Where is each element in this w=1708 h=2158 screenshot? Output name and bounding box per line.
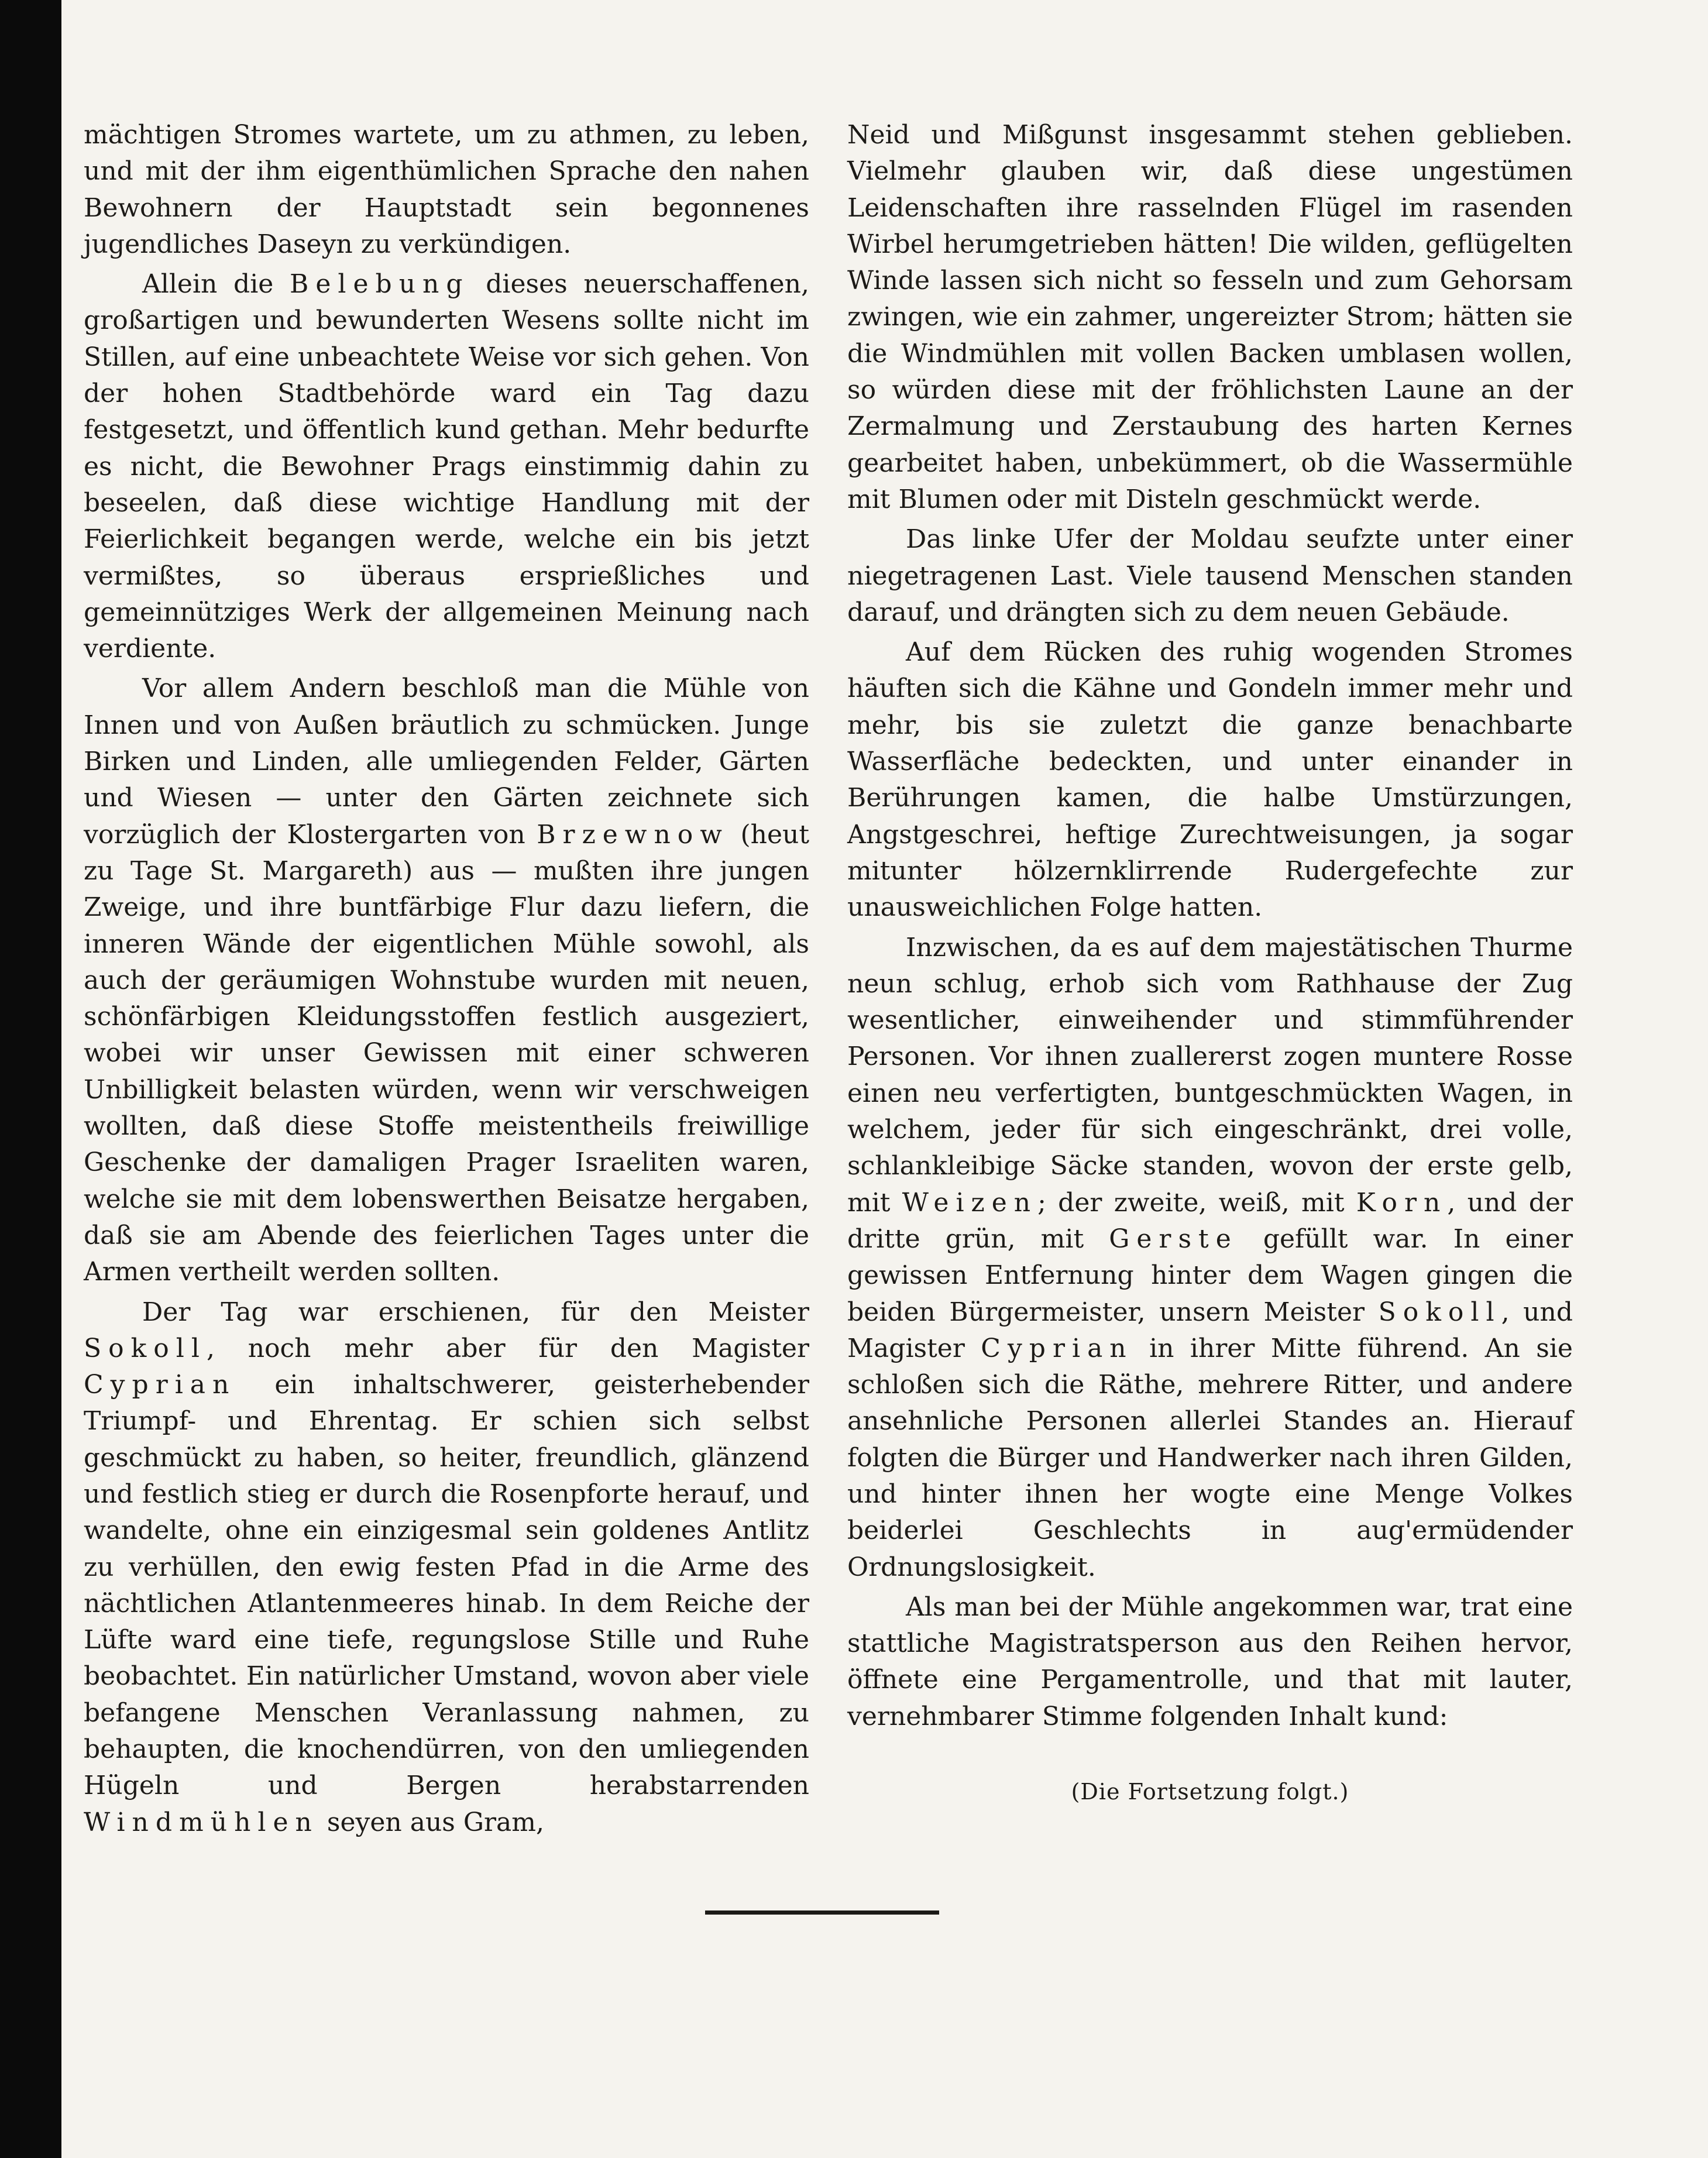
emphasis-spaced: Sokoll	[1378, 1297, 1501, 1327]
right-column	[847, 117, 1573, 1735]
continuation-note: (Die Fortsetzung folgt.)	[1071, 1779, 1349, 1805]
paragraph: Der Tag war erschienen, für den Meister Sokoll, noch mehr aber für den Magister Cyprian ein inhaltschwerer, geisterhebender Triumpf- und Ehrentag. Er schien sich selbst geschmückt zu haben, so heiter, freundlich, glänzend und festlich stieg er durch die Rosenpforte herauf, und wandelte, ohne ein einzigesmal sein goldenes Antlitz zu verhüllen, den ewig festen Pfad in die Arme des nächtlichen Atlantenmeeres hinab. In dem Reiche der Lüfte ward eine tiefe, regungslose Stille und Ruhe beobachtet. Ein natürlicher Umstand, wovon aber viele befangene Menschen Veranlassung nahmen, zu behaupten, die knochendürren, von den umliegenden Hügeln und Bergen herabstarrenden Windmühlen seyen aus Gram,	[84, 1297, 809, 1837]
emphasis-spaced: Cyprian	[981, 1333, 1133, 1363]
paragraph: Allein die Belebung dieses neuerschaffenen, großartigen und bewunderten Wesens sollte nicht im Stillen, auf eine unbeachtete Weise vor sich gehen. Von der hohen Stadtbehörde ward ein Tag dazu festgesetzt, und öffentlich kund gethan. Mehr bedurfte es nicht, die Bewohner Prags einstimmig dahin zu beseelen, daß diese wichtige Handlung mit der Feierlichkeit begangen werde, welche ein bis jetzt vermißtes, so überaus ersprießliches und gemeinnütziges Werk der allgemeinen Meinung nach verdiente.	[84, 269, 809, 664]
document-page	[61, 0, 1708, 2158]
emphasis-spaced: Gerste	[1109, 1224, 1238, 1254]
scan-dark-edge	[0, 0, 61, 2158]
emphasis-spaced: Windmühlen	[84, 1807, 319, 1837]
emphasis-spaced: Belebung	[290, 269, 470, 300]
section-divider	[705, 1910, 939, 1915]
paragraph: Als man bei der Mühle angekommen war, trat eine stattliche Magistratsperson aus den Reihen hervor, öffnete eine Pergamentrolle, und that mit lauter, vernehmbarer Stimme folgenden Inhalt kund:	[847, 1592, 1573, 1731]
paragraph: Das linke Ufer der Moldau seufzte unter einer niegetragenen Last. Viele tausend Menschen standen darauf, und drängten sich zu dem neuen Gebäude.	[847, 524, 1573, 627]
emphasis-spaced: Brzewnow	[537, 819, 729, 850]
paragraph: Auf dem Rücken des ruhig wogenden Stromes häuften sich die Kähne und Gondeln immer mehr und mehr, bis sie zuletzt die ganze benachbarte Wasserfläche bedeckten, und unter einander in Berührungen kamen, die halbe Umstürzungen, Angstgeschrei, heftige Zurechtweisungen, ja sogar mitunter hölzernklirrende Rudergefechte zur unausweichlichen Folge hatten.	[847, 637, 1573, 923]
emphasis-spaced: Weizen	[902, 1187, 1038, 1218]
paragraph: mächtigen Stromes wartete, um zu athmen, zu leben, und mit der ihm eigenthümlichen Sprache den nahen Bewohnern der Hauptstadt sein begonnenes jugendliches Daseyn zu verkündigen.	[84, 120, 809, 259]
emphasis-spaced: Sokoll	[84, 1333, 207, 1363]
emphasis-spaced: Cyprian	[84, 1370, 236, 1400]
left-column	[84, 117, 809, 1841]
emphasis-spaced: Korn	[1356, 1187, 1448, 1218]
paragraph: Vor allem Andern beschloß man die Mühle von Innen und von Außen bräutlich zu schmücken. Junge Birken und Linden, alle umliegenden Felder, Gärten und Wiesen — unter den Gärten zeichnete sich vorzüglich der Klostergarten von Brzewnow (heut zu Tage St. Margareth) aus — mußten ihre jungen Zweige, und ihre buntfärbige Flur dazu liefern, die inneren Wände der eigentlichen Mühle sowohl, als auch der geräumigen Wohnstube wurden mit neuen, schönfärbigen Kleidungsstoffen festlich ausgeziert, wobei wir unser Gewissen mit einer schweren Unbilligkeit belasten würden, wenn wir verschweigen wollten, daß diese Stoffe meistentheils freiwillige Geschenke der damaligen Prager Israeliten waren, welche sie mit dem lobenswerthen Beisatze hergaben, daß sie am Abende des feierlichen Tages unter die Armen vertheilt werden sollten.	[84, 673, 809, 1287]
paragraph: Inzwischen, da es auf dem majestätischen Thurme neun schlug, erhob sich vom Rathhause der Zug wesentlicher, einweihender und stimmführender Personen. Vor ihnen zuallererst zogen muntere Rosse einen neu verfertigten, buntgeschmückten Wagen, in welchem, jeder für sich eingeschränkt, drei volle, schlankleibige Säcke standen, wovon der erste gelb, mit Weizen; der zweite, weiß, mit Korn, und der dritte grün, mit Gerste gefüllt war. In einer gewissen Entfernung hinter dem Wagen gingen die beiden Bürgermeister, unsern Meister Sokoll, und Magister Cyprian in ihrer Mitte führend. An sie schloßen sich die Räthe, mehrere Ritter, und andere ansehnliche Personen allerlei Standes an. Hierauf folgten die Bürger und Handwerker nach ihren Gilden, und hinter ihnen her wogte eine Menge Volkes beiderlei Geschlechts in aug'ermüdender Ordnungslosigkeit.	[847, 932, 1573, 1582]
paragraph: Neid und Mißgunst insgesammt stehen geblieben. Vielmehr glauben wir, daß diese ungestümen Leidenschaften ihre rasselnden Flügel im rasenden Wirbel herumgetrieben hätten! Die wilden, geflügelten Winde lassen sich nicht so fesseln und zum Gehorsam zwingen, wie ein zahmer, ungereizter Strom; hätten sie die Windmühlen mit vollen Backen umblasen wollen, so würden diese mit der fröhlichsten Laune an der Zermalmung und Zerstaubung des harten Kernes gearbeitet haben, unbekümmert, ob die Wassermühle mit Blumen oder mit Disteln geschmückt werde.	[847, 120, 1573, 514]
